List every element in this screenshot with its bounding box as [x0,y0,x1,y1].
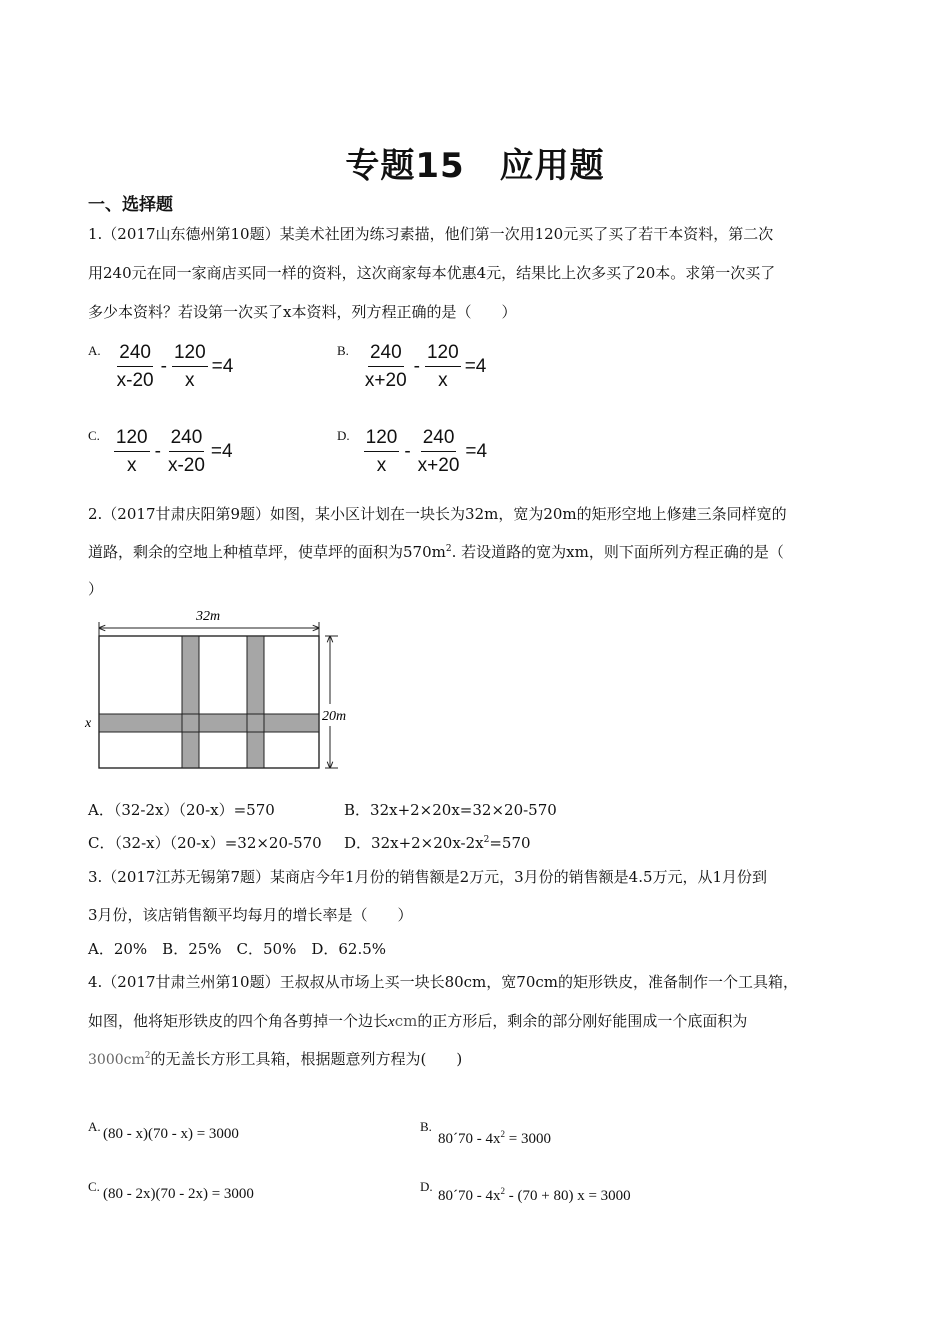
option-text-b: =570 [489,834,531,852]
denominator: x-20 [167,455,205,476]
q4-line3 [88,1048,462,1069]
denominator: x [376,455,387,476]
road-width-label: x [85,716,92,731]
rhs: =4 [210,440,233,462]
equation: (80 - x)(70 - x) = 3000 [103,1126,239,1142]
q4-text-b: 的正方形后，剩余的部分刚好能围成一个底面积为 [417,1012,748,1030]
unit: cm [394,1012,418,1030]
rhs: =4 [211,355,234,377]
operator: - [404,440,411,462]
q2-option-d[interactable] [344,832,531,853]
q1-option-b[interactable] [337,343,486,390]
fraction [364,428,400,475]
road-horizontal [99,714,319,732]
length-label: 32m [195,609,221,624]
operator: - [413,355,420,377]
equation-rhs: = 3000 [505,1131,551,1147]
option-letter: D. [420,1179,433,1194]
fraction [363,343,409,390]
operator: - [154,440,161,462]
plot-rect [99,636,319,768]
numerator: 120 [114,428,150,452]
variable-x: x [388,1014,395,1030]
superscript: 2 [483,835,490,845]
q2-line2 [88,541,784,562]
fraction [172,343,208,390]
denominator: x [127,455,137,476]
q1-line1: 1.（2017山东德州第10题）某美术社团为练习素描，他们第一次用120元买了买了若干本资料，第二次 [88,225,774,243]
fraction [166,428,207,475]
road-vertical-1 [182,636,199,768]
equation: (80 - 2x)(70 - 2x) = 3000 [103,1186,254,1202]
fraction [425,343,461,390]
road-diagram [80,600,370,780]
q2-option-a[interactable]: A．（32-2x）（20-x）=570 [88,801,275,819]
denominator: x+20 [364,370,407,391]
q3-line1: 3.（2017江苏无锡第7题）某商店今年1月份的销售额是2万元，3月份的销售额是4.5万元，从1月份到 [88,868,768,886]
option-letter: D. [337,428,350,443]
road-vertical-2 [247,636,264,768]
superscript: 2 [500,1129,505,1139]
q4-option-a[interactable] [88,1116,239,1142]
rhs: =4 [465,440,488,462]
equation: 80´70 - 4x [438,1188,501,1204]
q1-option-a[interactable] [88,343,233,390]
denominator: x-20 [116,370,154,391]
fraction [416,428,462,475]
numerator: 240 [117,343,153,367]
option-letter: A. [88,343,101,358]
operator: - [160,355,167,377]
option-letter: C. [88,1179,100,1194]
rhs: =4 [464,355,487,377]
denominator: x [185,370,195,391]
q4-line1: 4.（2017甘肃兰州第10题）王叔叔从市场上买一块长80cm，宽70cm的矩形铁皮，准备制作一个工具箱， [88,973,798,991]
fraction [114,428,150,475]
numerator: 240 [368,343,404,367]
option-letter: A. [88,1119,101,1134]
q1-line2: 用240元在同一家商店买同一样的资料，这次商家每本优惠4元，结果比上次多买了20本。求第一次买了 [88,264,776,282]
option-letter: B. [420,1119,432,1134]
section-heading: 一、选择题 [88,195,173,215]
denominator: x+20 [417,455,460,476]
area-value: 3000cm [88,1052,145,1068]
q3-options[interactable]: A．20% B．25% C．50% D．62.5% [88,940,387,958]
numerator: 240 [421,428,457,452]
q4-text-c: 的无盖长方形工具箱，根据题意列方程为( ) [150,1050,463,1068]
q2-line1: 2.（2017甘肃庆阳第9题）如图，某小区计划在一块长为32m，宽为20m的矩形空地上修建三条同样宽的 [88,505,787,523]
q2-option-c[interactable]: C．（32-x）（20-x）=32×20-570 [88,834,322,852]
q1-option-d[interactable] [337,428,487,475]
q1-option-c[interactable] [88,428,233,475]
q4-option-b[interactable] [420,1116,551,1147]
q4-line2 [88,1010,747,1031]
q2-line2-text-b: . 若设道路的宽为xm，则下面所列方程正确的是（ [451,543,784,561]
q2-option-b[interactable]: B．32x+2×20x=32×20-570 [344,801,557,819]
option-text: D．32x+2×20x-2x [344,834,484,852]
width-label: 20m [322,709,347,724]
numerator: 240 [169,428,205,452]
q4-option-c[interactable] [88,1176,254,1202]
numerator: 120 [364,428,400,452]
equation-rhs: - (70 + 80) x = 3000 [505,1188,631,1204]
q4-option-d[interactable] [420,1176,631,1204]
q2-line3: ） [88,580,104,598]
q3-line2: 3月份，该店销售额平均每月的增长率是（ ） [88,906,413,924]
fraction [115,343,156,390]
numerator: 120 [172,343,208,367]
superscript: 2 [445,544,452,554]
option-letter: B. [337,343,349,358]
q4-text: 如图，他将矩形铁皮的四个角各剪掉一个边长 [88,1012,389,1030]
numerator: 120 [425,343,461,367]
option-letter: C. [88,428,100,443]
superscript: 2 [144,1051,151,1061]
page-title: 专题15 应用题 [345,146,605,186]
equation: 80´70 - 4x [438,1131,501,1147]
q2-line2-text: 道路，剩余的空地上种植草坪，使草坪的面积为570m [88,543,446,561]
superscript: 2 [500,1186,505,1196]
q1-line3: 多少本资料？若设第一次买了x本资料，列方程正确的是（ ） [88,303,517,321]
denominator: x [438,370,448,391]
